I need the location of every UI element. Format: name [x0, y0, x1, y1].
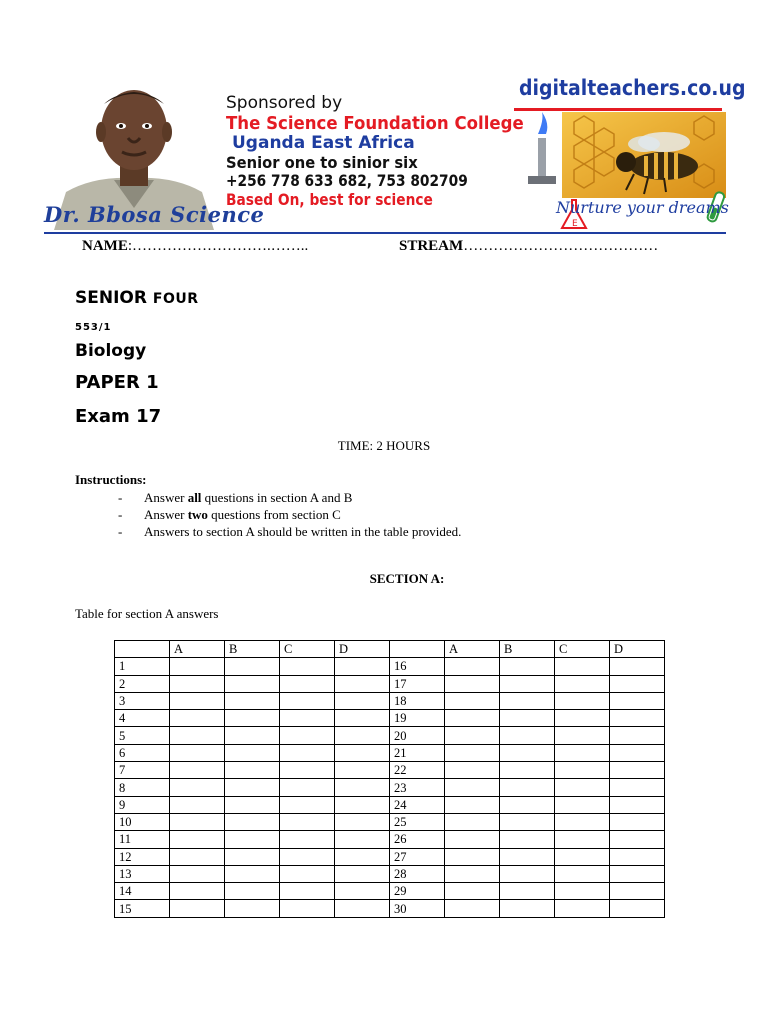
table-row [115, 658, 665, 675]
question-number: 8 [115, 779, 170, 796]
answer-cell[interactable] [610, 744, 665, 761]
answer-cell[interactable] [500, 796, 555, 813]
answer-cell[interactable] [335, 831, 390, 848]
question-number: 4 [115, 710, 170, 727]
question-number: 24 [390, 796, 445, 813]
name-field[interactable] [82, 238, 308, 255]
answer-cell[interactable] [170, 727, 225, 744]
answer-cell[interactable] [335, 692, 390, 709]
header-option: A [170, 641, 225, 658]
answer-cell[interactable] [610, 675, 665, 692]
header-blank-left [115, 641, 170, 658]
answer-cell[interactable] [445, 692, 500, 709]
answer-table-body [115, 658, 665, 917]
answer-cell[interactable] [610, 900, 665, 917]
answer-cell[interactable] [555, 883, 610, 900]
header-option: B [500, 641, 555, 658]
answer-cell[interactable] [555, 762, 610, 779]
table-row [115, 727, 665, 744]
question-number: 26 [390, 831, 445, 848]
question-number: 9 [115, 796, 170, 813]
table-row [115, 813, 665, 830]
answer-cell[interactable] [170, 883, 225, 900]
answer-cell[interactable] [170, 658, 225, 675]
answer-cell[interactable] [500, 883, 555, 900]
answer-cell[interactable] [610, 727, 665, 744]
answer-cell[interactable] [445, 658, 500, 675]
stream-dots: ………………………………… [463, 238, 659, 254]
name-label: NAME [82, 238, 128, 254]
answer-cell[interactable] [445, 813, 500, 830]
question-number: 15 [115, 900, 170, 917]
answer-cell[interactable] [555, 710, 610, 727]
table-row [115, 710, 665, 727]
answer-cell[interactable] [335, 675, 390, 692]
answer-cell[interactable] [225, 744, 280, 761]
exam-paper: PAPER 1 [75, 372, 159, 393]
answer-cell[interactable] [170, 779, 225, 796]
answer-cell[interactable] [170, 813, 225, 830]
question-number: 16 [390, 658, 445, 675]
answer-table [114, 640, 665, 918]
instructions-list [118, 489, 461, 540]
question-number: 14 [115, 883, 170, 900]
answer-cell[interactable] [610, 710, 665, 727]
answer-cell[interactable] [610, 813, 665, 830]
answer-cell[interactable] [335, 865, 390, 882]
question-number: 7 [115, 762, 170, 779]
answer-cell[interactable] [445, 883, 500, 900]
question-number: 5 [115, 727, 170, 744]
answer-cell[interactable] [445, 762, 500, 779]
header-option: C [555, 641, 610, 658]
answer-cell[interactable] [335, 883, 390, 900]
tagline: Nurture your dreams [556, 198, 729, 217]
answer-cell[interactable] [225, 813, 280, 830]
answer-cell[interactable] [225, 865, 280, 882]
answer-cell[interactable] [170, 744, 225, 761]
answer-cell[interactable] [445, 779, 500, 796]
college-location: Uganda East Africa [232, 133, 415, 154]
answer-cell[interactable] [610, 779, 665, 796]
answer-cell[interactable] [555, 744, 610, 761]
table-row [115, 692, 665, 709]
instruction-item: - Answer all questions in section A and B [118, 489, 461, 506]
answer-cell[interactable] [610, 762, 665, 779]
answer-cell[interactable] [610, 658, 665, 675]
website-underline [514, 108, 722, 111]
answer-cell[interactable] [445, 675, 500, 692]
question-number: 22 [390, 762, 445, 779]
answer-cell[interactable] [335, 658, 390, 675]
answer-cell[interactable] [170, 865, 225, 882]
answer-cell[interactable] [280, 900, 335, 917]
answer-cell[interactable] [610, 865, 665, 882]
answer-cell[interactable] [280, 813, 335, 830]
answer-cell[interactable] [225, 900, 280, 917]
answer-cell[interactable] [225, 779, 280, 796]
answer-cell[interactable] [335, 710, 390, 727]
answer-cell[interactable] [445, 831, 500, 848]
table-row [115, 900, 665, 917]
answer-cell[interactable] [280, 762, 335, 779]
answer-cell[interactable] [500, 848, 555, 865]
answer-cell[interactable] [225, 831, 280, 848]
answer-cell[interactable] [280, 848, 335, 865]
table-row [115, 779, 665, 796]
college-levels: Senior one to sinior six [226, 152, 418, 172]
question-number: 30 [390, 900, 445, 917]
exam-number: Exam 17 [75, 406, 162, 427]
header-option: D [610, 641, 665, 658]
question-number: 19 [390, 710, 445, 727]
answer-cell[interactable] [170, 900, 225, 917]
answer-cell[interactable] [280, 692, 335, 709]
answer-cell[interactable] [445, 796, 500, 813]
question-number: 10 [115, 813, 170, 830]
answer-cell[interactable] [610, 692, 665, 709]
answer-cell[interactable] [280, 727, 335, 744]
answer-cell[interactable] [500, 710, 555, 727]
answer-cell[interactable] [280, 675, 335, 692]
answer-cell[interactable] [170, 831, 225, 848]
answer-cell[interactable] [555, 813, 610, 830]
answer-cell[interactable] [500, 900, 555, 917]
answer-cell[interactable] [170, 796, 225, 813]
answer-cell[interactable] [335, 796, 390, 813]
answer-cell[interactable] [610, 848, 665, 865]
question-number: 29 [390, 883, 445, 900]
svg-text:E: E [572, 219, 578, 229]
question-number: 17 [390, 675, 445, 692]
exam-level-main: SENIOR [75, 288, 147, 308]
college-motto: Based On, best for science [226, 189, 433, 209]
answer-cell[interactable] [225, 762, 280, 779]
exam-level-sub: FOUR [152, 291, 199, 307]
answer-cell[interactable] [225, 710, 280, 727]
answer-cell[interactable] [445, 900, 500, 917]
answer-cell[interactable] [225, 796, 280, 813]
answer-cell[interactable] [170, 848, 225, 865]
question-number: 6 [115, 744, 170, 761]
header-option: C [280, 641, 335, 658]
answer-cell[interactable] [500, 658, 555, 675]
answer-cell[interactable] [335, 779, 390, 796]
answer-cell[interactable] [280, 779, 335, 796]
answer-cell[interactable] [555, 848, 610, 865]
header-option: D [335, 641, 390, 658]
doctor-name: Dr. Bbosa Science [44, 202, 265, 227]
table-row [115, 831, 665, 848]
exam-subject: Biology [75, 341, 147, 361]
answer-cell[interactable] [225, 658, 280, 675]
answer-cell[interactable] [445, 865, 500, 882]
answer-cell[interactable] [335, 848, 390, 865]
sponsor-text-block [226, 94, 526, 209]
answer-cell[interactable] [500, 813, 555, 830]
answer-cell[interactable] [555, 796, 610, 813]
answer-cell[interactable] [500, 831, 555, 848]
answer-cell[interactable] [335, 813, 390, 830]
answer-cell[interactable] [280, 883, 335, 900]
question-number: 21 [390, 744, 445, 761]
answer-cell[interactable] [445, 727, 500, 744]
sponsored-by-label: Sponsored by [226, 93, 343, 113]
answer-cell[interactable] [610, 831, 665, 848]
sponsor-banner [44, 72, 746, 234]
answer-cell[interactable] [445, 848, 500, 865]
answer-cell[interactable] [280, 865, 335, 882]
answer-cell[interactable] [555, 658, 610, 675]
answer-cell[interactable] [500, 865, 555, 882]
question-number: 13 [115, 865, 170, 882]
answer-cell[interactable] [500, 779, 555, 796]
table-row [115, 796, 665, 813]
answer-cell[interactable] [335, 727, 390, 744]
answer-cell[interactable] [170, 692, 225, 709]
answer-cell[interactable] [225, 883, 280, 900]
answer-cell[interactable] [335, 744, 390, 761]
answer-cell[interactable] [555, 692, 610, 709]
stream-field[interactable] [399, 238, 658, 255]
answer-cell[interactable] [610, 883, 665, 900]
banner-divider [44, 232, 726, 234]
table-row [115, 883, 665, 900]
question-number: 27 [390, 848, 445, 865]
answer-cell[interactable] [280, 831, 335, 848]
answer-cell[interactable] [445, 710, 500, 727]
name-dots: :……………………….…….. [127, 238, 309, 254]
answer-cell[interactable] [445, 744, 500, 761]
question-number: 20 [390, 727, 445, 744]
college-phones: +256 778 633 682, 753 802709 [226, 171, 468, 191]
instructions-heading: Instructions: [75, 472, 147, 487]
answer-cell[interactable] [500, 762, 555, 779]
table-row [115, 675, 665, 692]
answer-cell[interactable] [280, 710, 335, 727]
answer-cell[interactable] [500, 675, 555, 692]
answer-cell[interactable] [280, 744, 335, 761]
question-number: 3 [115, 692, 170, 709]
answer-cell[interactable] [500, 744, 555, 761]
instruction-item: - Answer two questions from section C [118, 506, 461, 523]
answer-cell[interactable] [610, 796, 665, 813]
answer-cell[interactable] [225, 675, 280, 692]
section-a-title: SECTION A: [369, 571, 445, 586]
exam-code: 553/1 [75, 322, 112, 333]
header-blank-right [390, 641, 445, 658]
answer-table-caption: Table for section A answers [75, 606, 219, 621]
answer-cell[interactable] [555, 900, 610, 917]
answer-table-header [115, 641, 665, 658]
answer-cell[interactable] [500, 692, 555, 709]
question-number: 12 [115, 848, 170, 865]
header-option: B [225, 641, 280, 658]
header-option: A [445, 641, 500, 658]
question-number: 1 [115, 658, 170, 675]
answer-cell[interactable] [555, 675, 610, 692]
table-row [115, 848, 665, 865]
website-url: digitalteachers.co.ug [519, 76, 746, 100]
answer-cell[interactable] [555, 779, 610, 796]
answer-cell[interactable] [335, 762, 390, 779]
bunsen-burner-icon [528, 112, 556, 184]
answer-cell[interactable] [335, 900, 390, 917]
question-number: 28 [390, 865, 445, 882]
exam-time: TIME: 2 HOURS [337, 438, 431, 453]
answer-cell[interactable] [170, 710, 225, 727]
college-name: The Science Foundation College [226, 112, 524, 134]
answer-cell[interactable] [225, 848, 280, 865]
stream-label: STREAM [399, 238, 464, 254]
answer-cell[interactable] [555, 727, 610, 744]
answer-cell[interactable] [280, 658, 335, 675]
answer-cell[interactable] [555, 831, 610, 848]
question-number: 18 [390, 692, 445, 709]
answer-cell[interactable] [280, 796, 335, 813]
question-number: 11 [115, 831, 170, 848]
question-number: 2 [115, 675, 170, 692]
instruction-item: - Answers to section A should be written in the table provided. [118, 523, 461, 540]
question-number: 25 [390, 813, 445, 830]
answer-cell[interactable] [500, 727, 555, 744]
answer-cell[interactable] [225, 727, 280, 744]
answer-cell[interactable] [170, 762, 225, 779]
answer-cell[interactable] [170, 675, 225, 692]
question-number: 23 [390, 779, 445, 796]
table-row [115, 865, 665, 882]
table-row [115, 744, 665, 761]
exam-level [75, 288, 199, 308]
answer-cell[interactable] [555, 865, 610, 882]
table-row [115, 762, 665, 779]
answer-cell[interactable] [225, 692, 280, 709]
